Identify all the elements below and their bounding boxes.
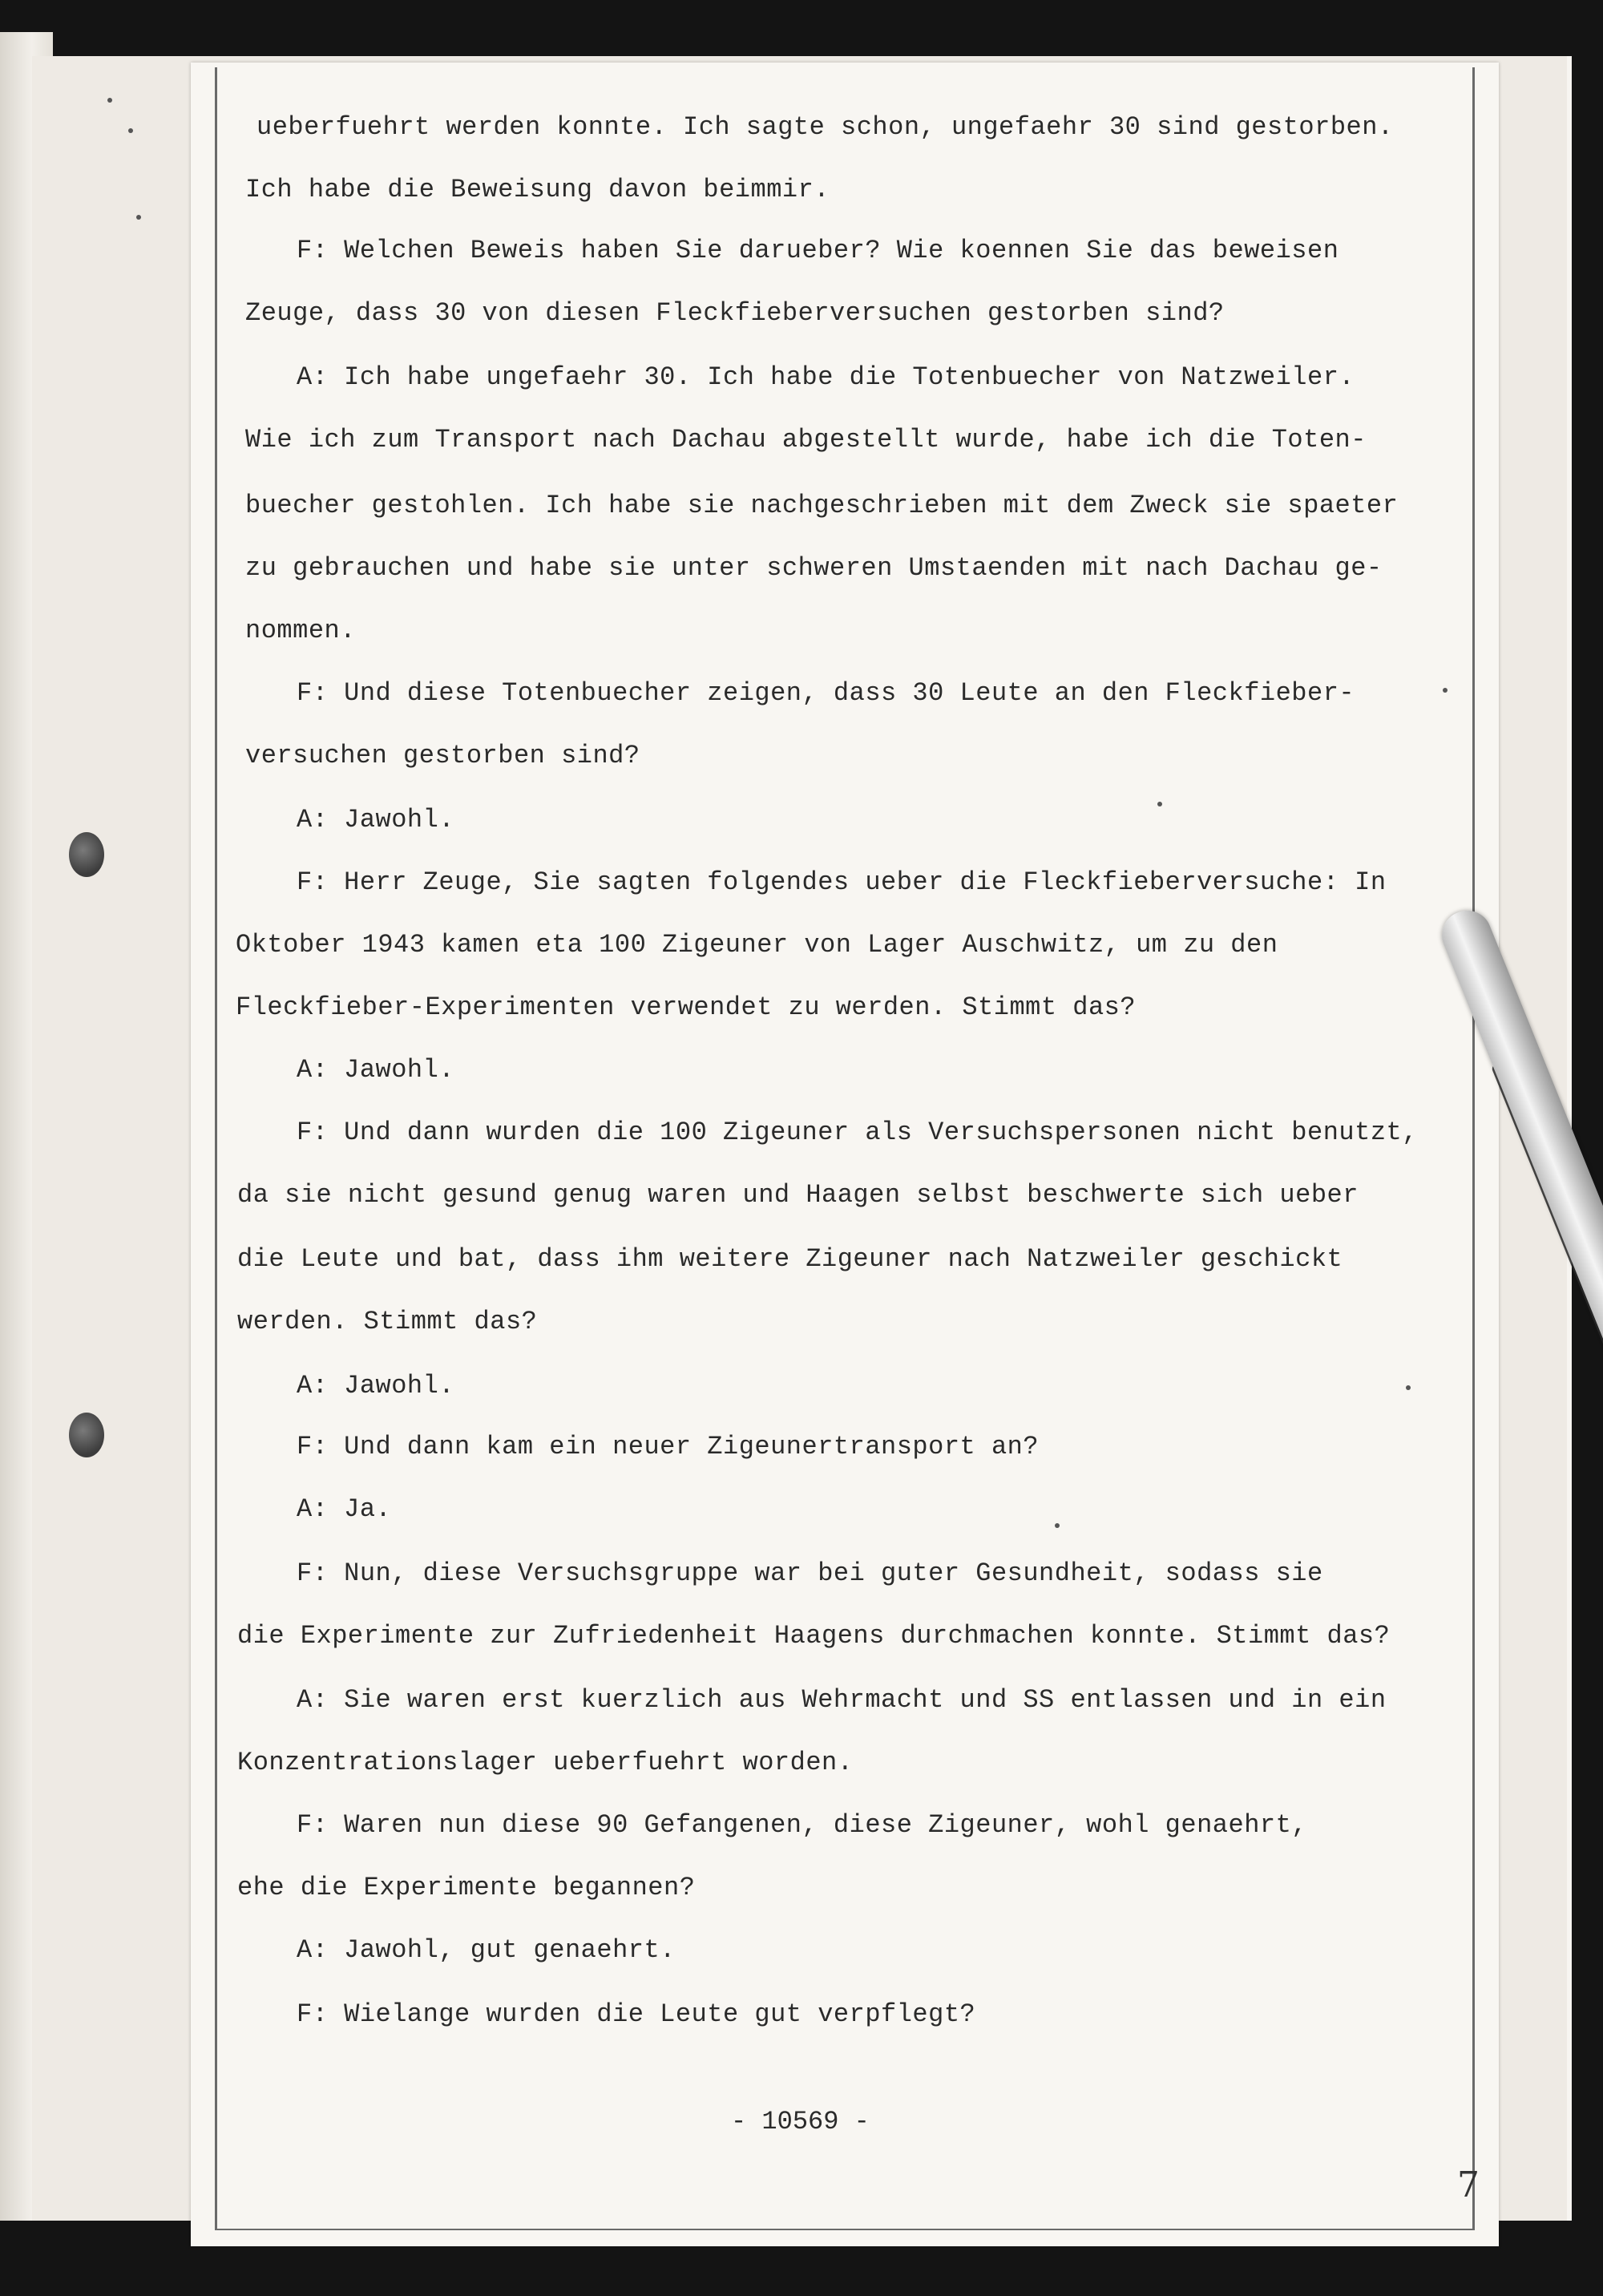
speck <box>1406 1385 1411 1390</box>
text-line: A: Jawohl. <box>297 1371 455 1401</box>
speck <box>1157 802 1162 806</box>
speck <box>136 215 141 220</box>
speck <box>107 98 112 103</box>
text-line: buecher gestohlen. Ich habe sie nachgeschrieben mit dem Zweck sie spaeter <box>245 491 1399 520</box>
text-line: Ich habe die Beweisung davon beimmir. <box>245 175 830 204</box>
text-line: die Leute und bat, dass ihm weitere Zigeuner nach Natzweiler geschickt <box>237 1244 1343 1274</box>
text-line: zu gebrauchen und habe sie unter schweren Umstaenden mit nach Dachau ge- <box>245 553 1383 583</box>
text-line: Wie ich zum Transport nach Dachau abgestellt wurde, habe ich die Toten- <box>245 425 1367 455</box>
text-line: F: Und diese Totenbuecher zeigen, dass 30 Leute an den Fleckfieber- <box>297 678 1355 708</box>
text-line: A: Sie waren erst kuerzlich aus Wehrmacht und SS entlassen und in ein <box>297 1685 1387 1715</box>
handwritten-corner-mark: 7 <box>1457 2165 1480 2205</box>
text-line: Konzentrationslager ueberfuehrt worden. <box>237 1748 854 1777</box>
text-line: F: Waren nun diese 90 Gefangenen, diese Zigeuner, wohl genaehrt, <box>297 1810 1307 1840</box>
text-line: werden. Stimmt das? <box>237 1307 538 1336</box>
text-line: ehe die Experimente begannen? <box>237 1873 696 1902</box>
speck <box>1443 688 1448 693</box>
text-line: nommen. <box>245 616 356 645</box>
punch-hole-lower <box>69 1413 104 1457</box>
text-line: A: Ich habe ungefaehr 30. Ich habe die Totenbuecher von Natzweiler. <box>297 362 1355 392</box>
punch-hole-upper <box>69 832 104 877</box>
text-line: Zeuge, dass 30 von diesen Fleckfieberversuchen gestorben sind? <box>245 298 1225 328</box>
text-line: Oktober 1943 kamen eta 100 Zigeuner von Lager Auschwitz, um zu den <box>236 930 1278 960</box>
text-line: da sie nicht gesund genug waren und Haagen selbst beschwerte sich ueber <box>237 1180 1359 1210</box>
text-line: Fleckfieber-Experimenten verwendet zu werden. Stimmt das? <box>236 992 1137 1022</box>
text-line: A: Jawohl. <box>297 1055 455 1085</box>
text-line: versuchen gestorben sind? <box>245 741 640 770</box>
text-line: F: Herr Zeuge, Sie sagten folgendes ueber die Fleckfieberversuche: In <box>297 867 1387 897</box>
text-line: F: Nun, diese Versuchsgruppe war bei guter Gesundheit, sodass sie <box>297 1558 1323 1588</box>
text-line: A: Jawohl. <box>297 805 455 835</box>
text-line: ueberfuehrt werden konnte. Ich sagte schon, ungefaehr 30 sind gestorben. <box>256 112 1394 142</box>
speck <box>1055 1523 1060 1528</box>
text-line: F: Und dann wurden die 100 Zigeuner als Versuchspersonen nicht benutzt, <box>297 1118 1418 1147</box>
text-line: die Experimente zur Zufriedenheit Haagens durchmachen konnte. Stimmt das? <box>237 1621 1391 1651</box>
text-line: F: Wielange wurden die Leute gut verpflegt? <box>297 1999 976 2029</box>
text-line: A: Ja. <box>297 1494 392 1524</box>
text-line: F: Und dann kam ein neuer Zigeunertransport an? <box>297 1432 1040 1461</box>
text-line: A: Jawohl, gut genaehrt. <box>297 1935 676 1965</box>
text-line: F: Welchen Beweis haben Sie darueber? Wie koennen Sie das beweisen <box>297 236 1339 265</box>
speck <box>128 128 133 133</box>
page-number: - 10569 - <box>731 2107 870 2136</box>
